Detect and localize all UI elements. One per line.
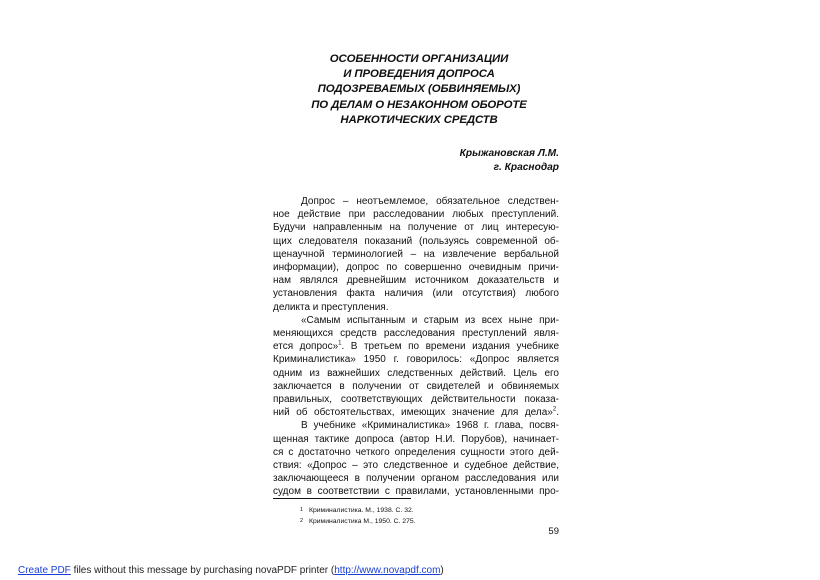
footnote-divider <box>273 498 411 499</box>
article-body <box>273 195 559 499</box>
body-line: заключается в получении от свидетелей и обвиняемых <box>273 380 559 392</box>
author-name: Крыжановская Л.М. <box>459 148 559 159</box>
body-line: щенаучной терминологией – на извлечение вербальной <box>273 248 559 260</box>
footnote-ref: 1 <box>338 340 342 347</box>
body-line: нам являлся древнейшим источником доказательств и <box>273 275 559 287</box>
body-line: щенная тактике допроса (автор Н.И. Порубов), начинает- <box>273 433 559 445</box>
footnote-ref: 2 <box>552 406 557 413</box>
body-line <box>273 340 559 353</box>
body-line: Криминалистика» 1950 г. говорилось: «Допрос является <box>273 354 559 366</box>
body-line: деликта и преступления. <box>273 301 389 313</box>
body-line: одним из важнейших следственных действий. Цель его <box>273 367 559 379</box>
body-line: ствия: «Допрос – это следственное и судебное действие, <box>273 460 559 472</box>
body-line: Будучи направленным на получение от лиц интересую- <box>273 222 559 234</box>
article-title <box>262 52 576 128</box>
title-line: И ПРОВЕДЕНИЯ ДОПРОСА <box>343 68 495 81</box>
body-line <box>273 406 559 419</box>
title-line: ПО ДЕЛАМ О НЕЗАКОННОМ ОБОРОТЕ <box>311 98 527 111</box>
novapdf-url-link[interactable]: http://www.novapdf.com <box>334 565 441 576</box>
body-line: установления факта наличия (или отсутствия) любого <box>273 288 559 300</box>
footnote-number: 2 <box>300 518 304 524</box>
body-line: щих следователя показаний (пользуясь современной об- <box>273 235 559 247</box>
footnote <box>300 505 540 516</box>
banner-text: files without this message by purchasing novaPDF printer ( <box>70 565 335 576</box>
body-line: В учебнике «Криминалистика» 1968 г. глава, посвя- <box>301 420 559 432</box>
body-line: заключающееся в получении органом расследования или <box>273 473 559 485</box>
create-pdf-link[interactable]: Create PDF <box>18 565 71 576</box>
body-line: судом в соответствии с правилами, установленными про- <box>273 486 559 498</box>
footnotes <box>300 505 540 527</box>
body-line: информации), допрос по совершенно очевидным причи- <box>273 262 559 274</box>
author-block <box>330 147 559 174</box>
body-line-text: . В третьем по времени издания учебнике <box>341 341 560 353</box>
banner-text-end: ) <box>440 565 444 576</box>
body-line: «Самым испытанным и старым из всех ныне при- <box>301 314 559 326</box>
body-line: правильных, соответствующих действительности показа- <box>273 394 559 406</box>
novapdf-banner <box>18 565 444 576</box>
body-line: ное действие при расследовании любых преступлений. <box>273 209 559 221</box>
page-number: 59 <box>548 526 559 537</box>
title-line: ПОДОЗРЕВАЕМЫХ (ОБВИНЯЕМЫХ) <box>317 83 521 96</box>
body-line: Допрос – неотъемлемое, обязательное следствен- <box>301 196 559 207</box>
body-line: меняющихся средств расследования преступлений явля- <box>273 328 559 340</box>
footnote <box>300 516 540 527</box>
footnote-number: 1 <box>300 507 304 513</box>
body-line-text: . <box>556 407 559 419</box>
author-city: г. Краснодар <box>493 161 559 173</box>
footnote-text: Криминалистика М., 1950. С. 275. <box>309 518 416 525</box>
title-line: НАРКОТИЧЕСКИХ СРЕДСТВ <box>340 113 498 126</box>
footnote-text: Криминалистика. М., 1938. С. 32. <box>309 507 414 514</box>
body-line-text: ется допрос» <box>273 341 339 353</box>
title-line: ОСОБЕННОСТИ ОРГАНИЗАЦИИ <box>329 53 509 65</box>
body-line-text: ний об обстоятельствах, имеющих значение для дела» <box>273 407 553 419</box>
body-line: ся с достаточно четкого определения сущности этого дей- <box>273 446 559 458</box>
